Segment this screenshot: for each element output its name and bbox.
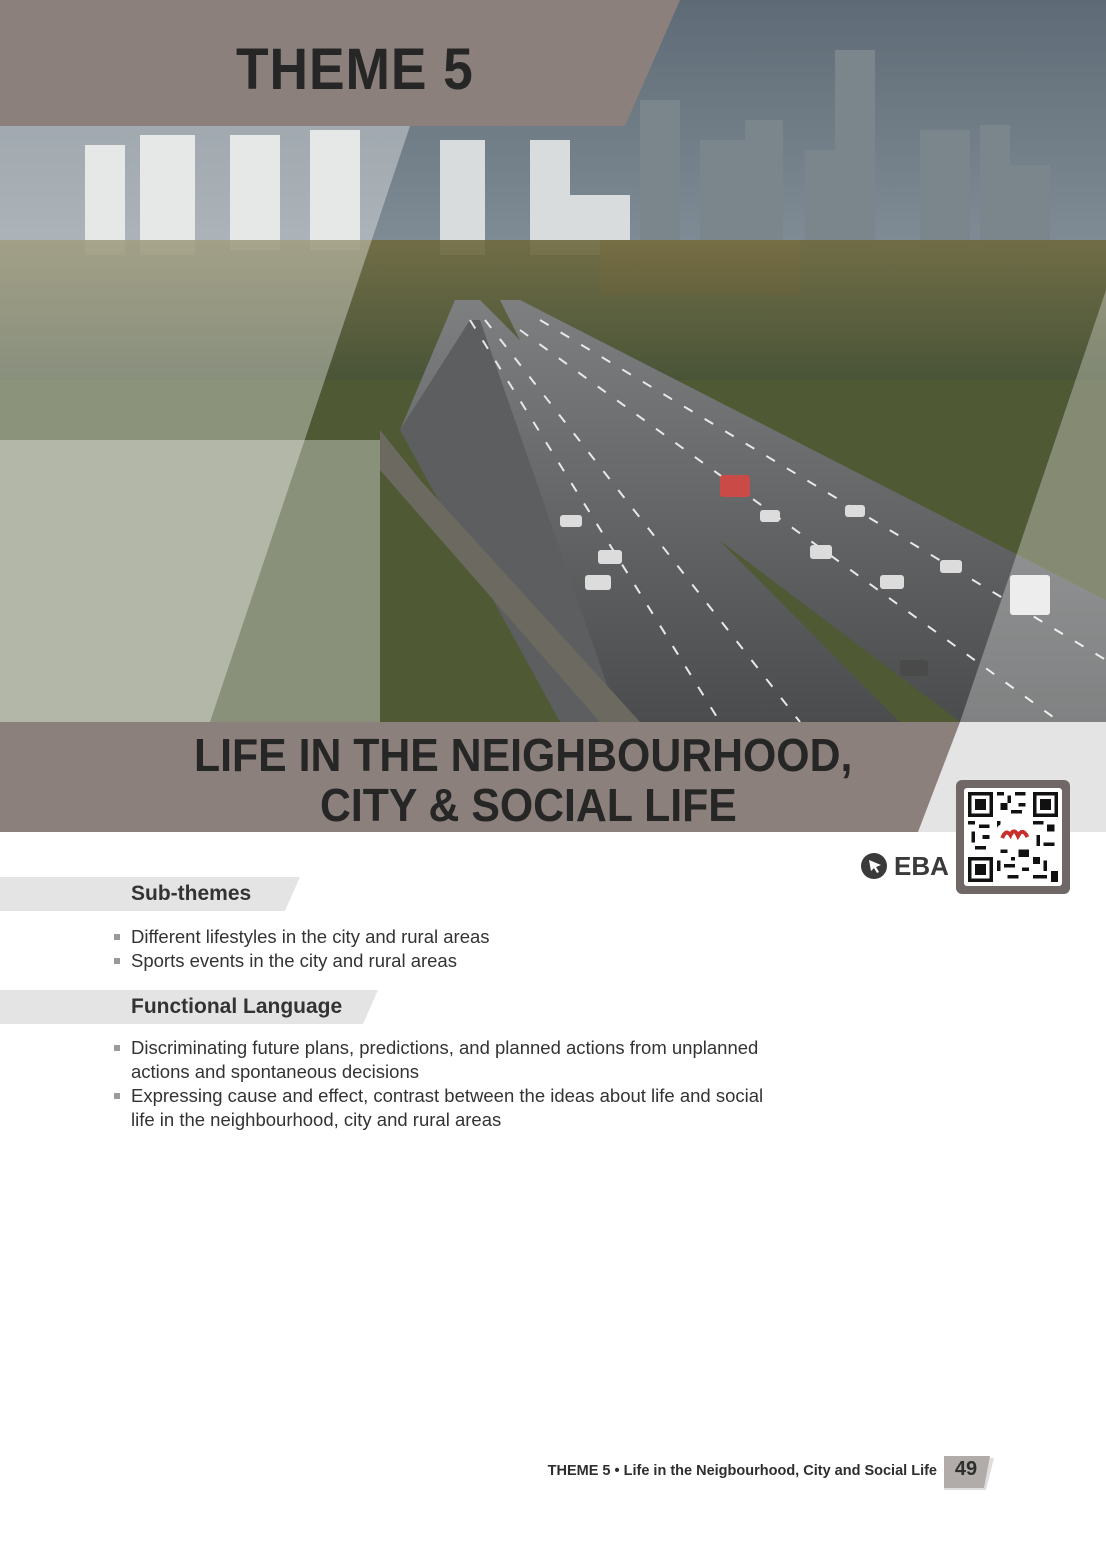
theme-label: THEME 5 — [236, 37, 474, 102]
cursor-arrow-icon — [860, 852, 888, 880]
footer-running-title: THEME 5 • Life in the Neigbourhood, City and Social Life — [547, 1463, 937, 1479]
functional-language-heading: Functional Language — [131, 995, 343, 1018]
list-item: Expressing cause and effect, contrast between the ideas about life and social life in the neighbourhood, city and rural areas — [114, 1084, 774, 1132]
qr-code-icon[interactable] — [968, 792, 1058, 882]
list-item: Discriminating future plans, predictions, and planned actions from unplanned actions and spontaneous decisions — [114, 1036, 774, 1084]
main-title-line-1: LIFE IN THE NEIGHBOURHOOD, — [194, 729, 853, 781]
sub-themes-heading: Sub-themes — [131, 882, 252, 905]
eba-link[interactable] — [860, 850, 950, 882]
sub-themes-list — [114, 925, 714, 973]
list-item: Sports events in the city and rural areas — [114, 949, 714, 973]
main-title-line-2: CITY & SOCIAL LIFE — [320, 779, 737, 831]
eba-label: EBA — [894, 850, 949, 881]
list-item: Different lifestyles in the city and rural areas — [114, 925, 714, 949]
page-number: 49 — [954, 1458, 978, 1480]
functional-language-list — [114, 1036, 774, 1132]
